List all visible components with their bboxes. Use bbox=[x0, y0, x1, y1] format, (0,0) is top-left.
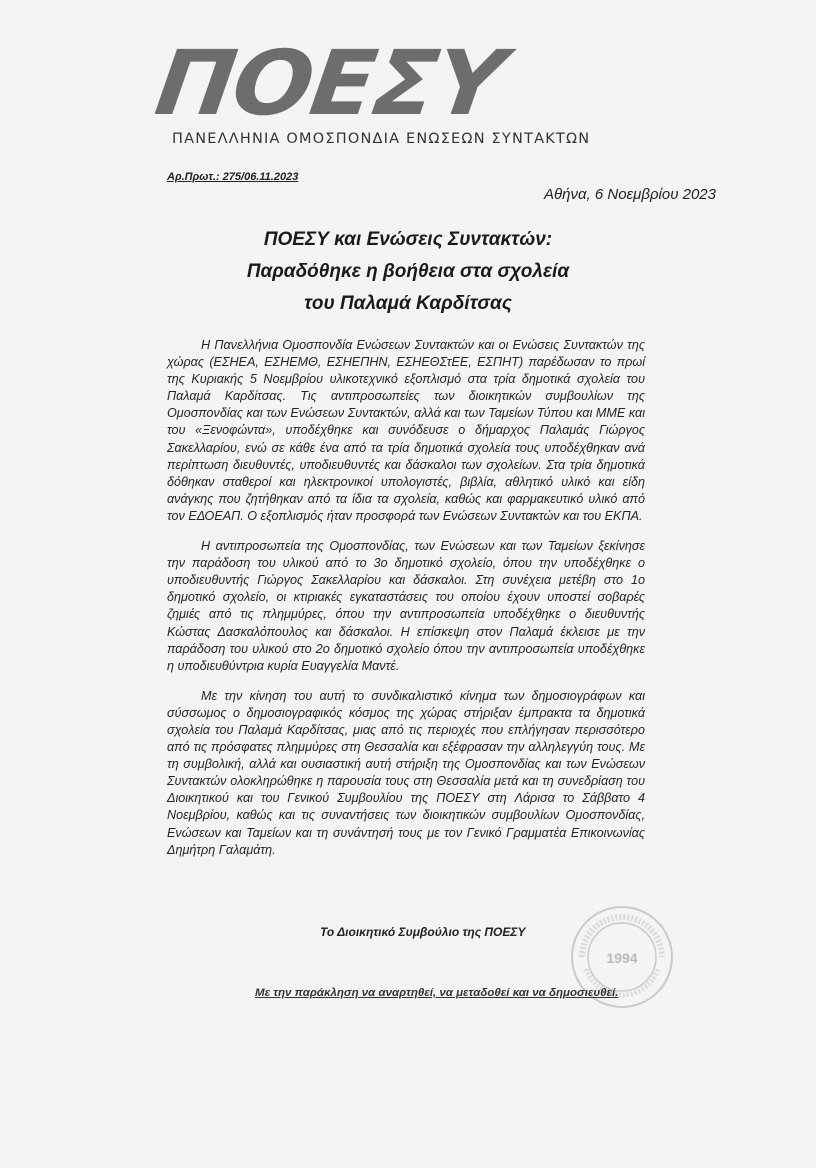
title-line-2: Παραδόθηκε η βοήθεια στα σχολεία bbox=[246, 261, 570, 282]
title-line-3: του Παλαμά Καρδίτσας bbox=[304, 293, 512, 314]
footer-note: Με την παράκληση να αναρτηθεί, να μεταδοθεί και να δημοσιευθεί. bbox=[255, 987, 619, 999]
document-date: Αθήνα, 6 Νοεμβρίου 2023 bbox=[544, 186, 716, 203]
document-title bbox=[163, 224, 653, 320]
poesy-logo: ΠΟΕΣΥ bbox=[149, 32, 510, 136]
document-body bbox=[167, 337, 645, 872]
organization-name: ΠΑΝΕΛΛΗΝΙΑ ΟΜΟΣΠΟΝΔΙΑ ΕΝΩΣΕΩΝ ΣΥΝΤΑΚΤΩΝ bbox=[172, 131, 591, 147]
paragraph-3: Με την κίνηση του αυτή το συνδικαλιστικό κίνημα των δημοσιογράφων και σύσσωμος ο δημοσιογραφικός κόσμος της χώρας στήριξαν έμπρακτα τα δημοτικά σχολεία του Παλαμά Καρδίτσας, μιας από τις περιοχές που επλήγησαν περισσότερο από τις πρόσφατες πλημμύρες στη Θεσσαλία και εξέφρασαν την αλληλεγγύη τους. Με τη συμβολική, αλλά και ουσιαστική αυτή στήριξη της Ομοσπονδίας και των Ενώσεων Συντακτών ολοκληρώθηκε η παρουσία τους στη Θεσσαλία μετά και τη συνεδρίαση του Διοικητικού και του Γενικού Συμβουλίου της ΠΟΕΣΥ στη Λάρισα το Σάββατο 4 Νοεμβρίου, καθώς και τις συναντήσεις των διοικητικών συμβουλίων Ομοσπονδίας, Ενώσεων και Ταμείων και τη συνάντησή τους με τον Γενικό Γραμματέα Επικοινωνίας Δημήτρη Γαλαμάτη. bbox=[167, 688, 645, 857]
paragraph-2: Η αντιπροσωπεία της Ομοσπονδίας, των Ενώσεων και των Ταμείων ξεκίνησε την παράδοση του υλικού από το 3ο δημοτικό σχολείο, όπου την υποδέχθηκε ο υποδιευθυντής Γιώργος Σακελλαρίου και δάσκαλοι. Στη συνέχεια μετέβη στο 1ο δημοτικό σχολείο, οι κτιριακές εγκαταστάσεις του οποίου έχουν υποστεί σοβαρές ζημιές από τις πλημμύρες, όπου την αντιπροσωπεία υποδέχθηκε ο διευθυντής Κώστας Δασκαλόπουλος και δάσκαλοι. Η επίσκεψη στον Παλαμά έκλεισε με την παράδοση του υλικού στο 2ο δημοτικό σχολείο όπου την αντιπροσωπεία υποδέχθηκε η υποδιευθύντρια κυρία Ευαγγελία Μαντέ. bbox=[167, 539, 645, 673]
paragraph-1: Η Πανελλήνια Ομοσπονδία Ενώσεων Συντακτών και οι Ενώσεις Συντακτών της χώρας (ΕΣΗΕΑ, ΕΣΗΕΜΘ, ΕΣΗΕΠΗΝ, ΕΣΗΕΘΣτΕΕ, ΕΣΠΗΤ) παρέδωσαν το πρωί της Κυριακής 5 Νοεμβρίου υλικοτεχνικό εξοπλισμό στα τρία δημοτικά σχολεία του Παλαμά Καρδίτσας. Τις αντιπροσωπείες των διοικητικών συμβουλίων της Ομοσπονδίας και των Ενώσεων Συντακτών, αλλά και των Ταμείων Τύπου και ΜΜΕ και του «Ξενοφώντα», υποδέχθηκε και συνόδευσε ο δήμαρχος Παλαμάς Γιώργος Σακελλαρίου, ενώ σε κάθε ένα από τα τρία δημοτικά σχολεία τους υποδέχθηκαν ανά περίπτωση διευθυντές, υποδιευθυντές και δάσκαλοι των σχολείων. Στα τρία δημοτικά δόθηκαν σταθεροί και ηλεκτρονικοί υπολογιστές, βιβλία, αθλητικό υλικό και είδη ανάγκης που ζητήθηκαν από τα ίδια τα σχολεία, καθώς και φαρμακευτικό υλικό από τον ΕΔΟΕΑΠ. Ο εξοπλισμός ήταν προσφορά των Ενώσεων Συντακτών και του ΕΚΠΑ. bbox=[167, 338, 645, 523]
protocol-number: Αρ.Πρωτ.: 275/06.11.2023 bbox=[167, 171, 299, 183]
signature-line: Το Διοικητικό Συμβούλιο της ΠΟΕΣΥ bbox=[320, 925, 526, 939]
title-line-1: ΠΟΕΣΥ και Ενώσεις Συντακτών: bbox=[263, 229, 553, 250]
stamp-year: 1994 bbox=[606, 950, 638, 966]
